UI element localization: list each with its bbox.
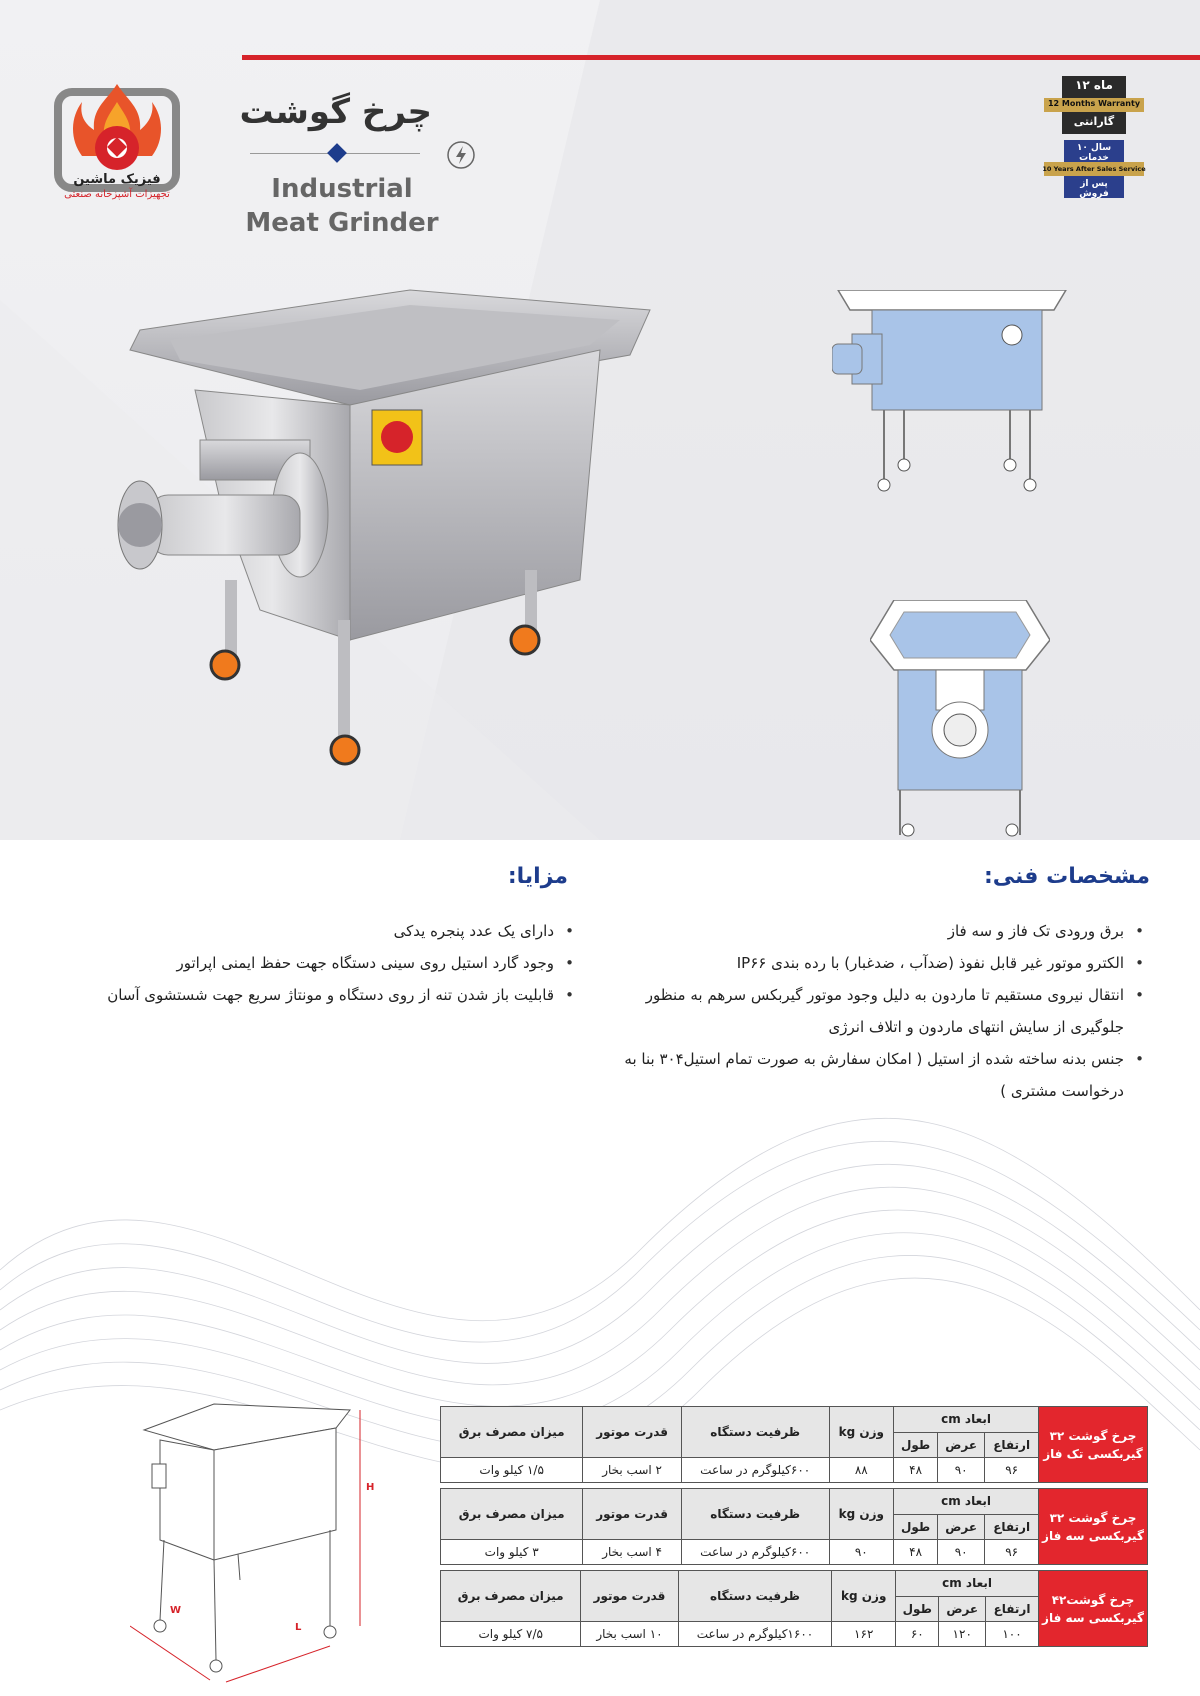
- front-view-diagram: [870, 600, 1050, 840]
- consumption-header: میزان مصرف برق: [441, 1407, 583, 1458]
- dimension-label-h: H: [366, 1482, 375, 1493]
- features-list: [50, 915, 580, 1011]
- capacity-value: ۶۰۰کیلوگرم در ساعت: [681, 1458, 829, 1483]
- list-item: • قابلیت باز شدن تنه از روی دستگاه و مونتاژ سریع جهت شستشوی آسان: [50, 979, 580, 1011]
- spec-table: [440, 1488, 1148, 1565]
- electric-bolt-icon: [446, 140, 476, 170]
- list-item: • جنس بدنه ساخته شده از استیل ( امکان سفارش به صورت تمام استیل۳۰۴ بنا به درخواست مشتری ): [590, 1043, 1150, 1107]
- consumption-header: میزان مصرف برق: [441, 1489, 583, 1540]
- model-name: چرخ گوشت ۳۲: [1049, 1428, 1137, 1443]
- dimension-diagram: [130, 1390, 390, 1690]
- motor-value: ۴ اسب بخار: [583, 1540, 682, 1565]
- dimensions-header: ابعاد cm: [896, 1571, 1039, 1597]
- weight-header: وزن kg: [829, 1407, 894, 1458]
- warranty-label: گارانتی: [1073, 115, 1115, 128]
- weight-value: ۸۸: [829, 1458, 894, 1483]
- service-label: پس از فروش: [1079, 179, 1109, 199]
- service-years: ۱۰ سال خدمات: [1076, 143, 1112, 163]
- specs-title: مشخصات فنی:: [983, 864, 1150, 889]
- width-value: ۹۰: [938, 1458, 985, 1483]
- spec-table: [440, 1570, 1148, 1647]
- height-header: ارتفاع: [985, 1514, 1039, 1540]
- consumption-value: ۱/۵ کیلو وات: [441, 1458, 583, 1483]
- width-value: ۹۰: [938, 1540, 985, 1565]
- motor-header: قدرت موتور: [581, 1571, 678, 1622]
- side-view-diagram: [832, 290, 1072, 530]
- list-item: • وجود گارد استیل روی سینی دستگاه جهت حفظ ایمنی اپراتور: [50, 947, 580, 979]
- weight-header: وزن kg: [832, 1571, 896, 1622]
- spec-tables: [440, 1406, 1148, 1652]
- length-value: ۶۰: [896, 1622, 939, 1647]
- model-cell: [1039, 1489, 1148, 1565]
- width-header: عرض: [938, 1432, 985, 1458]
- page-title-en: Industrial Meat Grinder: [245, 174, 439, 238]
- height-value: ۹۶: [985, 1540, 1039, 1565]
- motor-value: ۱۰ اسب بخار: [581, 1622, 678, 1647]
- brand-name: فیزیک ماشین: [73, 172, 161, 187]
- dimensions-header: ابعاد cm: [894, 1407, 1039, 1433]
- model-name: چرخ گوشت۴۲: [1051, 1592, 1135, 1607]
- model-sub: گیربکسی تک فاز: [1043, 1446, 1143, 1461]
- warranty-en: 12 Months Warranty: [1047, 99, 1141, 108]
- model-cell: [1039, 1571, 1148, 1647]
- height-value: ۱۰۰: [986, 1622, 1039, 1647]
- spec-table: [440, 1406, 1148, 1483]
- dimension-label-l: L: [295, 1622, 302, 1633]
- width-header: عرض: [939, 1596, 986, 1622]
- model-sub: گیربکسی سه فاز: [1042, 1528, 1144, 1543]
- page-title-fa: چرخ گوشت: [239, 92, 432, 132]
- weight-value: ۱۶۲: [832, 1622, 896, 1647]
- motor-value: ۲ اسب بخار: [583, 1458, 682, 1483]
- motor-header: قدرت موتور: [583, 1489, 682, 1540]
- length-header: طول: [894, 1514, 938, 1540]
- capacity-value: ۱۶۰۰کیلوگرم در ساعت: [678, 1622, 832, 1647]
- width-header: عرض: [938, 1514, 985, 1540]
- service-en: 10 Years After Sales Service: [1042, 165, 1146, 173]
- dimension-label-w: W: [170, 1605, 182, 1616]
- length-value: ۴۸: [894, 1458, 938, 1483]
- list-item: • الکترو موتور غیر قابل نفوذ (ضدآب ، ضدغبار) با رده بندی IP۶۶: [590, 947, 1150, 979]
- header-red-line: [242, 55, 1200, 60]
- capacity-header: ظرفیت دستگاه: [681, 1407, 829, 1458]
- list-item: • دارای یک عدد پنجره یدکی: [50, 915, 580, 947]
- consumption-value: ۷/۵ کیلو وات: [441, 1622, 581, 1647]
- height-header: ارتفاع: [985, 1432, 1039, 1458]
- model-cell: [1039, 1407, 1148, 1483]
- capacity-value: ۶۰۰کیلوگرم در ساعت: [681, 1540, 829, 1565]
- weight-value: ۹۰: [829, 1540, 894, 1565]
- model-name: چرخ گوشت ۳۲: [1049, 1510, 1137, 1525]
- height-value: ۹۶: [985, 1458, 1039, 1483]
- consumption-value: ۳ کیلو وات: [441, 1540, 583, 1565]
- length-header: طول: [894, 1432, 938, 1458]
- length-header: طول: [896, 1596, 939, 1622]
- consumption-header: میزان مصرف برق: [441, 1571, 581, 1622]
- warranty-months: ۱۲ ماه: [1075, 78, 1113, 92]
- list-item: • انتقال نیروی مستقیم تا ماردون به دلیل وجود موتور گیربکس سرهم به منظور جلوگیری از سایش انتهای ماردون و اتلاف انرژی: [590, 979, 1150, 1043]
- dimensions-header: ابعاد cm: [894, 1489, 1039, 1515]
- weight-header: وزن kg: [829, 1489, 894, 1540]
- features-title: مزایا:: [507, 864, 568, 889]
- meat-grinder-image: [110, 280, 670, 840]
- capacity-header: ظرفیت دستگاه: [678, 1571, 832, 1622]
- width-value: ۱۲۰: [939, 1622, 986, 1647]
- length-value: ۴۸: [894, 1540, 938, 1565]
- list-item: • برق ورودی تک فاز و سه فاز: [590, 915, 1150, 947]
- brand-tagline: تجهیزات آشپزخانه صنعتی: [64, 189, 170, 200]
- height-header: ارتفاع: [986, 1596, 1039, 1622]
- capacity-header: ظرفیت دستگاه: [681, 1489, 829, 1540]
- motor-header: قدرت موتور: [583, 1407, 682, 1458]
- model-sub: گیربکسی سه فاز: [1042, 1610, 1144, 1625]
